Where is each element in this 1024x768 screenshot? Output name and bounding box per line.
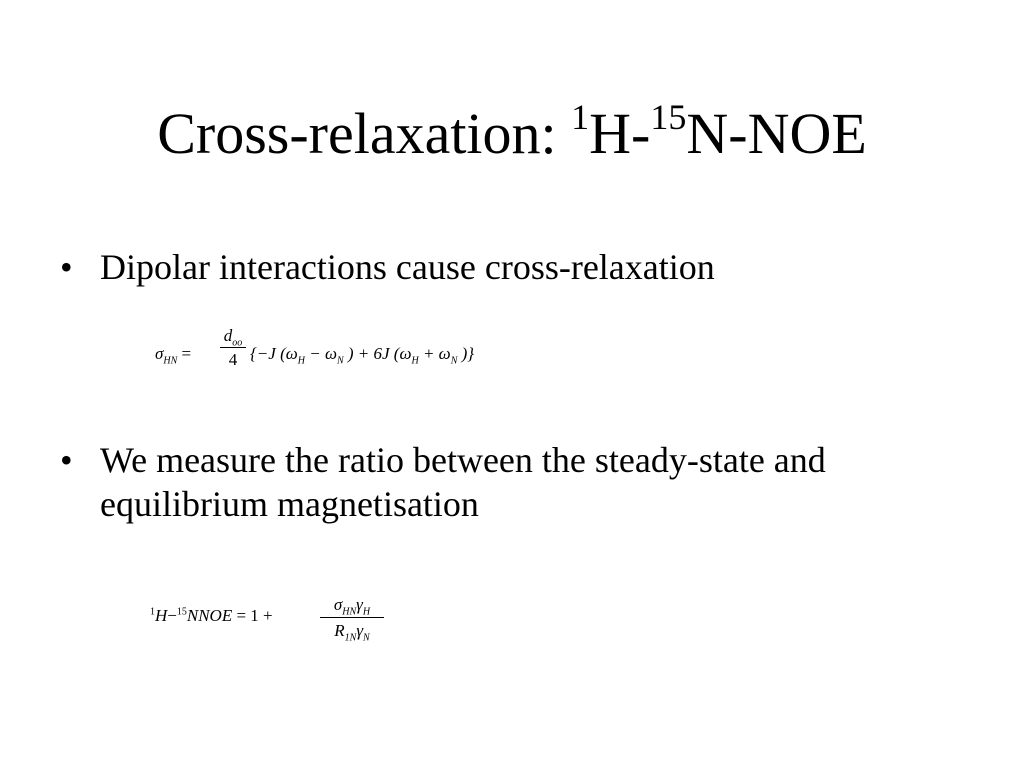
equation-fraction: $d_{oo}$ 4 [220,326,246,371]
bullet-item-dipolar [60,245,940,289]
title-superscript-15: 15 [650,96,687,137]
equation-fraction: $\sigma_{HN}\gamma_H$ $R_{1N}\gamma_N$ [320,594,384,643]
title-prefix: Cross-relaxation: [157,101,572,166]
title-suffix: N-NOE [686,101,867,166]
equation-lhs: $\sigma_{HN}$ = [155,344,192,367]
bullet-item-ratio [60,438,940,526]
bullet-text: Dipolar interactions cause cross-relaxation [100,247,715,287]
bullet-text: We measure the ratio between the steady-state and equilibrium magnetisation [100,440,826,524]
slide-title [0,98,1024,170]
bullet-marker: • [60,247,73,287]
equation-rhs: {−J ($\omega_H - \omega_N$ ) + 6J ($\omega_H + \omega_N$ )} [250,344,475,367]
title-superscript-1: 1 [571,96,590,137]
equation-lhs: $^1$H−$^{15}$NNOE = 1 + [150,606,273,625]
bullet-marker: • [60,440,73,480]
title-mid: H- [589,101,651,166]
